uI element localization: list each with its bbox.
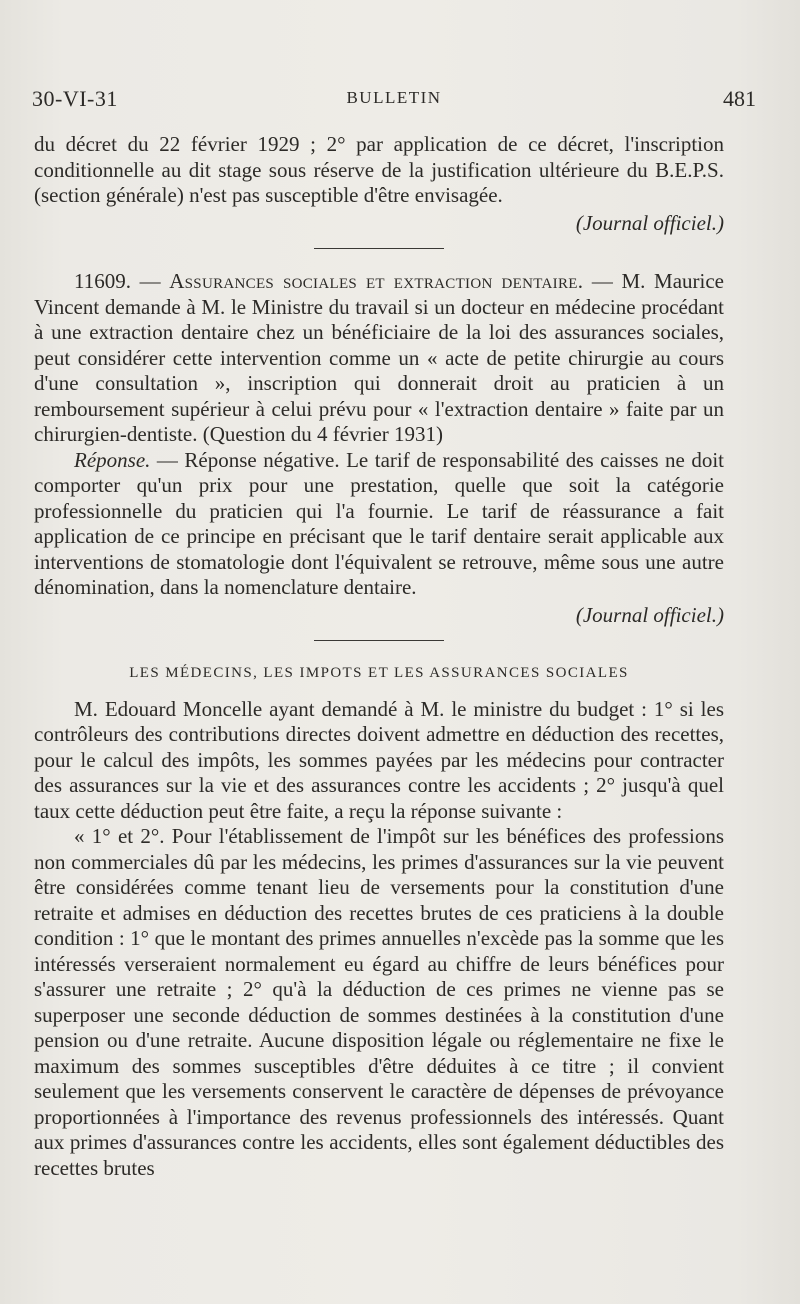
question-number: 11609. —: [74, 269, 170, 293]
header-title: BULLETIN: [346, 88, 442, 107]
page-header: [32, 86, 756, 116]
continued-paragraph: du décret du 22 février 1929 ; 2° par application de ce décret, l'inscription conditionnelle au dit stage sous réserve de la justification ultérieure du B.E.P.S. (section générale) n'est pas susceptible d'être envisagée.: [34, 132, 724, 207]
section-divider: [314, 248, 444, 249]
page-number: 481: [723, 86, 756, 111]
question-paragraph: [34, 269, 724, 448]
source-citation: (Journal officiel.): [575, 602, 724, 627]
body-paragraph: « 1° et 2°. Pour l'établissement de l'impôt sur les bénéfices des professions non commerciales dû par les médecins, les primes d'assurances sur la vie peuvent être considérées comme tenant lieu de versements pour la constitution d'une retraite et admises en déduction des recettes brutes de ces praticiens à la double condition : 1° que le montant des primes annuelles n'excède pas la somme que les intéressés verseraient normalement eu égard au chiffre de leurs bénéfices pour s'assurer une retraite ; 2° qu'à la déduction de ces primes ne vienne pas se superposer une seconde déduction de sommes destinées à la constitution d'une pension ou d'une retraite. Aucune disposition légale ou réglementaire ne fixe le maximum des sommes susceptibles d'être déduites à ce titre ; il convient seulement que les versements conservent le caractère de dépenses de prévoyance proportionnées à l'importance des revenus professionnels des intéressés. Quant aux primes d'assurances contre les accidents, elles sont également déductibles des recettes brutes: [34, 824, 724, 1180]
response-text: — Réponse négative. Le tarif de responsabilité des caisses ne doit comporter qu'un prix pour une prestation, quelle que soit la catégorie professionnelle du praticien qui l'a fournie. Le tarif de réassurance a fait application de ce principe en précisant que le tarif dentaire serait applicable aux interventions de stomatologie dont l'équivalent se retrouve, même sous une autre dénomination, dans la nomenclature dentaire.: [34, 447, 724, 599]
section-title: LES MÉDECINS, LES IMPOTS ET LES ASSURANCES SOCIALES: [129, 665, 629, 681]
response-paragraph: [34, 448, 724, 601]
page-body: [34, 132, 724, 1181]
header-date: 30-VI-31: [32, 86, 118, 111]
response-label: Réponse.: [74, 447, 151, 472]
body-paragraph: M. Edouard Moncelle ayant demandé à M. le ministre du budget : 1° si les contrôleurs des contributions directes doivent admettre en déduction des recettes, pour le calcul des impôts, les sommes payées par les médecins pour contracter des assurances sur la vie et des assurances contre les accidents ; 2° jusqu'à quel taux cette déduction peut être faite, a reçu la réponse suivante :: [34, 696, 724, 823]
question-text: — M. Maurice Vincent demande à M. le Ministre du travail si un docteur en médecine procédant à une extraction dentaire chez un bénéficiaire de la loi des assurances sociales, peut considérer cette intervention comme un « acte de petite chirurgie au cours d'une consultation », inscription qui donnerait droit au praticien à un remboursement supérieur à celui prévu pour « l'extraction dentaire » faite par un chirurgien-dentiste. (Question du 4 février 1931): [34, 269, 724, 446]
section-divider: [314, 640, 444, 641]
question-heading: Assurances sociales et extraction dentaire.: [169, 269, 584, 293]
source-citation: (Journal officiel.): [575, 210, 724, 235]
